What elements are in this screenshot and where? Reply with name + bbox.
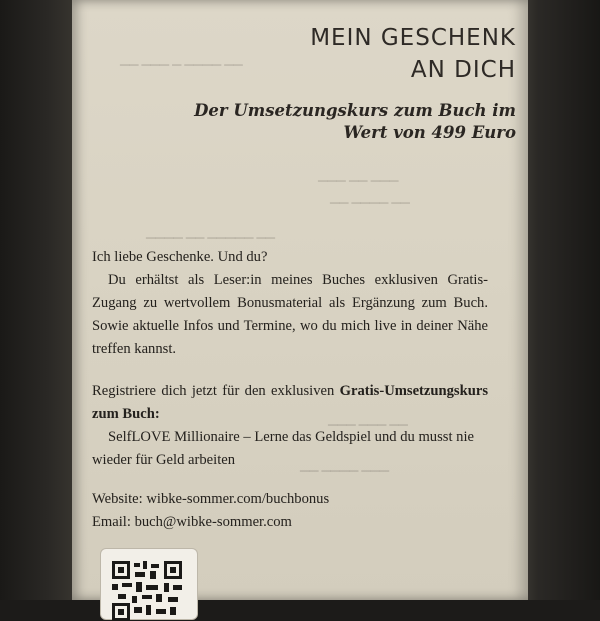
intro-section: [92, 246, 488, 361]
page-subtitle-line: Der Umsetzungskurs zum Buch im: [194, 101, 516, 120]
website-link[interactable]: wibke-sommer.com/buchbonus: [146, 491, 330, 507]
page-title: [310, 22, 516, 86]
show-through-texture: ▁▁ ▁▁▁ ▁ ▁▁▁▁ ▁▁: [120, 52, 243, 66]
page-title-line: MEIN GESCHENK: [310, 25, 516, 51]
course-title: SelfLOVE Millionaire – Lerne das Geldspiel und du musst nie wieder für Geld arbeiten: [92, 429, 474, 468]
contact-section: [92, 488, 488, 534]
qr-code-icon: [112, 561, 186, 621]
intro-paragraph: Du erhältst als Leser:in meines Buches exklusiven Gratis-Zugang zu wertvollem Bonusmaterial als Ergänzung zum Buch. Sowie aktuelle Infos und Termine, wo du mich live in deiner Nähe treffen kannst.: [92, 272, 488, 357]
email-line: [92, 511, 488, 534]
page-subtitle-line: Wert von 499 Euro: [343, 123, 516, 142]
email-label: Email:: [92, 514, 135, 530]
course-offer-heading: Gratis-Umsetzungskurs zum Buch:: [92, 383, 488, 422]
page-subtitle: [194, 100, 516, 144]
show-through-texture: ▁▁ ▁▁▁▁ ▁▁: [330, 190, 410, 204]
page-title-line: AN DICH: [410, 57, 516, 83]
qr-code[interactable]: [100, 548, 198, 620]
backdrop-left: [0, 0, 80, 600]
show-through-texture: ▁▁▁ ▁▁ ▁▁▁: [318, 168, 399, 182]
website-line: [92, 488, 488, 511]
greeting-text: Ich liebe Geschenke. Und du?: [92, 249, 268, 265]
website-label: Website:: [92, 491, 147, 507]
registration-paragraph: [92, 380, 488, 426]
show-through-texture: ▁▁▁ ▁▁▁ ▁▁: [328, 412, 408, 426]
show-through-texture: ▁▁ ▁▁▁▁ ▁▁▁: [300, 458, 390, 472]
registration-lead: Registriere dich jetzt für den exklusiven: [92, 383, 340, 399]
show-through-texture: ▁▁▁▁ ▁▁ ▁▁▁▁▁ ▁▁: [146, 225, 275, 239]
email-link[interactable]: buch@wibke-sommer.com: [134, 514, 292, 530]
registration-section: [92, 380, 488, 472]
